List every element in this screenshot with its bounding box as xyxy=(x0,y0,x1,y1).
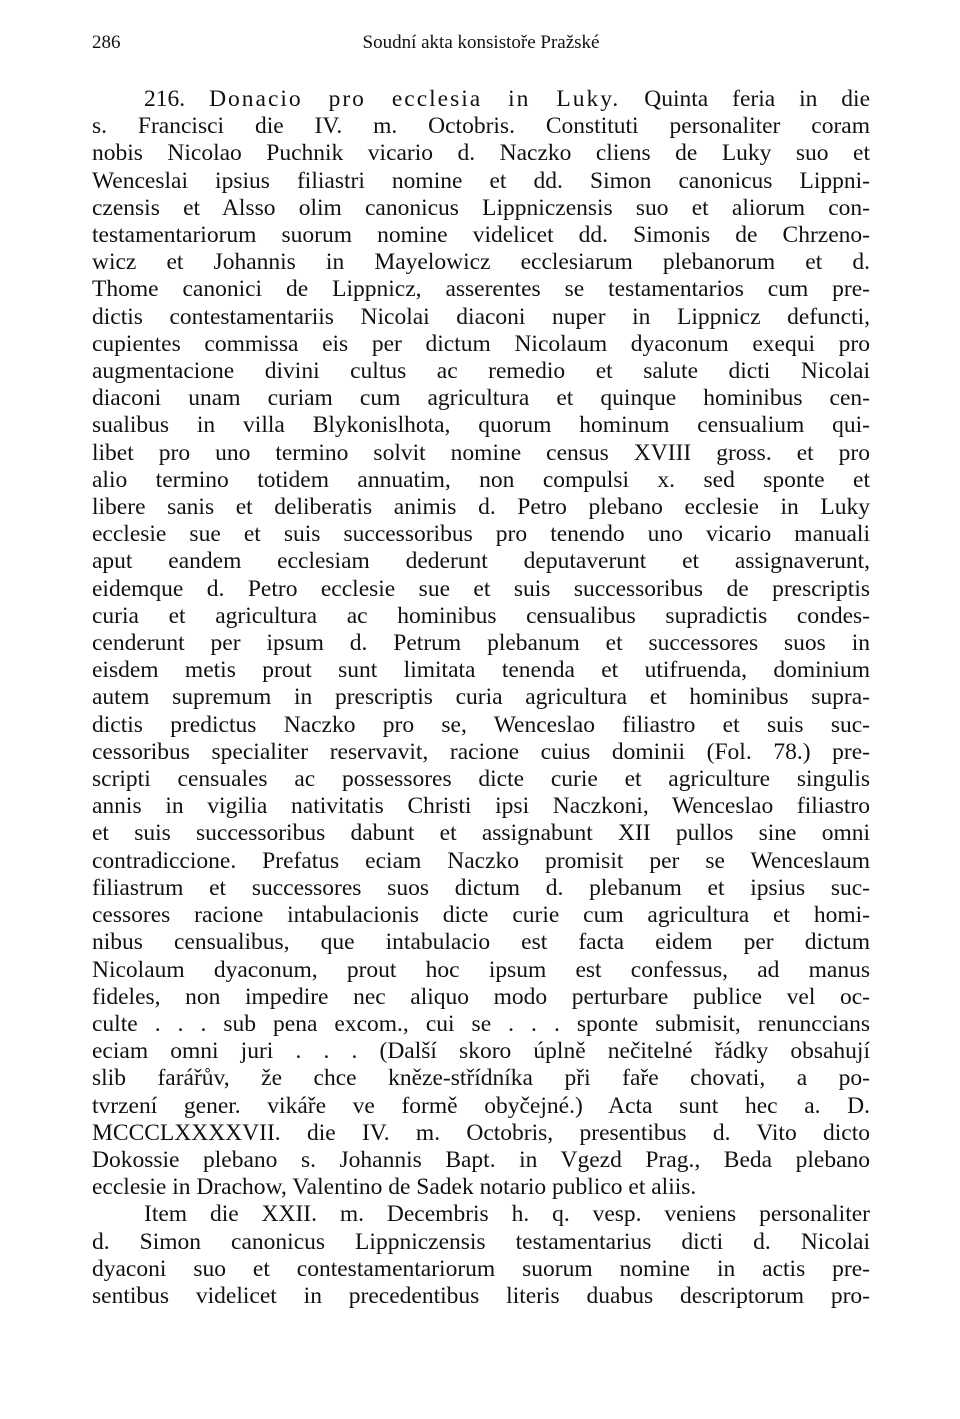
text-line: slib farářův, že chce kněze-střídníka při faře chovati, a po- xyxy=(92,1065,870,1092)
text-line: wicz et Johannis in Mayelowicz ecclesiarum plebanorum et d. xyxy=(92,249,870,276)
text-line: nibus censualibus, que intabulacio est facta eidem per dictum xyxy=(92,929,870,956)
text-line: cupientes commissa eis per dictum Nicolaum dyaconum exequi pro xyxy=(92,330,870,357)
text-line: Wenceslai ipsius filiastri nomine et dd. Simon canonicus Lippni- xyxy=(92,167,870,194)
text-line: dyaconi suo et contestamentariorum suorum nomine in actis pre- xyxy=(92,1255,870,1282)
text-line: sentibus videlicet in precedentibus literis duabus descriptorum pro- xyxy=(92,1282,870,1309)
text-line: ecclesie in Drachow, Valentino de Sadek notario publico et aliis. xyxy=(92,1174,697,1201)
running-title: Soudní akta konsistoře Pražské xyxy=(362,32,600,53)
document-page xyxy=(92,28,870,1310)
text-line: diaconi unam curiam cum agricultura et quinque hominibus cen- xyxy=(92,385,870,412)
text-line: dictis contestamentariis Nicolai diaconi nuper in Lippnicz defuncti, xyxy=(92,303,870,330)
text-line: autem supremum in prescriptis curia agricultura et hominibus supra- xyxy=(92,684,870,711)
text-line: libere sanis et deliberatis animis d. Petro plebano ecclesie in Luky xyxy=(92,494,870,521)
text-line: s. Francisci die IV. m. Octobris. Constituti personaliter coram xyxy=(92,113,870,140)
text-line: czensis et Alsso olim canonicus Lippniczensis suo et aliorum con- xyxy=(92,194,870,221)
text-line: curia et agricultura ac hominibus censualibus supradictis condes- xyxy=(92,602,870,629)
text-line: MCCCLXXXXVII. die IV. m. Octobris, presentibus d. Vito dicto xyxy=(92,1119,870,1146)
text-line: tvrzení gener. vikáře ve formě obyčejné.) Acta sunt hec a. D. xyxy=(92,1092,870,1119)
text-line: Thome canonici de Lippnicz, asserentes se testamentarios cum pre- xyxy=(92,276,870,303)
text-line: scripti censuales ac possessores dicte curie et agriculture singulis xyxy=(92,766,870,793)
paragraph-donacio xyxy=(92,86,870,1201)
text-line: Nicolaum dyaconum, prout hoc ipsum est confessus, ad manus xyxy=(92,956,870,983)
text-line: contradiccione. Prefatus eciam Naczko promisit per se Wenceslaum xyxy=(92,847,870,874)
page-number: 286 xyxy=(92,32,121,53)
running-head xyxy=(92,28,870,58)
paragraph-item xyxy=(92,1201,870,1310)
text-line: sualibus in villa Blykonislhota, quorum hominum censualium qui- xyxy=(92,412,870,439)
text-line: cessoribus specialiter reservavit, racione cuius dominii (Fol. 78.) pre- xyxy=(92,738,870,765)
document-body xyxy=(92,86,870,1310)
entry-title: Donacio pro ecclesia in Luky. xyxy=(209,86,621,112)
text-line: Item die XXII. m. Decembris h. q. vesp. veniens personaliter xyxy=(144,1201,870,1228)
text-line xyxy=(92,86,870,113)
text-line: eidemque d. Petro ecclesie sue et suis successoribus de prescriptis xyxy=(92,575,870,602)
text-line: cessores racione intabulacionis dicte curie cum agricultura et homi- xyxy=(92,902,870,929)
text-line: alio termino totidem annuatim, non compulsi x. sed sponte et xyxy=(92,466,870,493)
entry-date: Quinta feria in die xyxy=(644,86,871,112)
text-line: nobis Nicolao Puchnik vicario d. Naczko cliens de Luky suo et xyxy=(92,140,870,167)
text-line: augmentacione divini cultus ac remedio et salute dicti Nicolai xyxy=(92,358,870,385)
text-line: Dokossie plebano s. Johannis Bapt. in Vgezd Prag., Beda plebano xyxy=(92,1146,870,1173)
text-line: eciam omni juri . . . (Další skoro úplně nečitelné řádky obsahují xyxy=(92,1038,870,1065)
text-line: culte . . . sub pena excom., cui se . . . sponte submisit, renunccians xyxy=(92,1010,870,1037)
text-line: testamentariorum suorum nomine videlicet dd. Simonis de Chrzeno- xyxy=(92,222,870,249)
text-line: dictis predictus Naczko pro se, Wenceslao filiastro et suis suc- xyxy=(92,711,870,738)
text-line: ecclesie sue et suis successoribus pro tenendo uno vicario manuali xyxy=(92,521,870,548)
text-line: d. Simon canonicus Lippniczensis testamentarius dicti d. Nicolai xyxy=(92,1228,870,1255)
text-line: cenderunt per ipsum d. Petrum plebanum et successores suos in xyxy=(92,630,870,657)
text-line: et suis successoribus dabunt et assignabunt XII pullos sine omni xyxy=(92,820,870,847)
text-line: annis in vigilia nativitatis Christi ipsi Naczkoni, Wenceslao filiastro xyxy=(92,793,870,820)
text-line: filiastrum et successores suos dictum d. plebanum et ipsius suc- xyxy=(92,874,870,901)
text-line: fideles, non impedire nec aliquo modo perturbare publice vel oc- xyxy=(92,983,870,1010)
text-line: libet pro uno termino solvit nomine census XVIII gross. et pro xyxy=(92,439,870,466)
text-line: aput eandem ecclesiam dederunt deputaverunt et assignaverunt, xyxy=(92,548,870,575)
entry-number: 216. xyxy=(144,86,186,112)
text-line: eisdem metis prout sunt limitata tenenda et utifruenda, dominium xyxy=(92,657,870,684)
